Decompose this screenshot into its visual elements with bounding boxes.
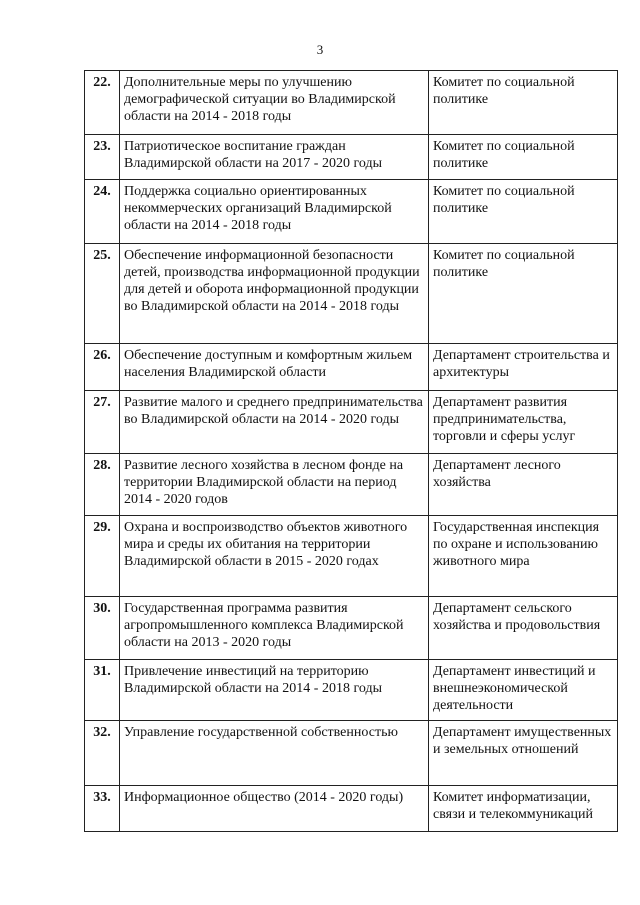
- program-name: Привлечение инвестиций на территорию Владимирской области на 2014 - 2018 годы: [120, 660, 429, 721]
- responsible-body: Департамент развития предпринимательства, торговли и сферы услуг: [429, 391, 618, 454]
- responsible-body: Департамент имущественных и земельных отношений: [429, 721, 618, 786]
- row-number: 33.: [85, 786, 120, 832]
- table-row: [85, 721, 618, 786]
- table-row: [85, 516, 618, 597]
- row-number: 23.: [85, 135, 120, 180]
- program-name: Государственная программа развития агропромышленного комплекса Владимирской области на 2013 - 2020 годы: [120, 597, 429, 660]
- page-number: 3: [316, 42, 324, 57]
- program-name: Развитие лесного хозяйства в лесном фонде на территории Владимирской области на период 2014 - 2020 годов: [120, 454, 429, 516]
- program-name: Охрана и воспроизводство объектов животного мира и среды их обитания на территории Владимирской области в 2015 - 2020 годах: [120, 516, 429, 597]
- row-number: 25.: [85, 244, 120, 344]
- row-number: 28.: [85, 454, 120, 516]
- table-row: [85, 391, 618, 454]
- program-name: Информационное общество (2014 - 2020 годы): [120, 786, 429, 832]
- programs-table: [84, 70, 618, 832]
- program-name: Дополнительные меры по улучшению демографической ситуации во Владимирской области на 2014 - 2018 годы: [120, 71, 429, 135]
- responsible-body: Департамент сельского хозяйства и продовольствия: [429, 597, 618, 660]
- program-name: Обеспечение информационной безопасности детей, производства информационной продукции для детей и оборота информационной продукции во Владимирской области на 2014 - 2018 годы: [120, 244, 429, 344]
- program-name: Управление государственной собственностью: [120, 721, 429, 786]
- responsible-body: Комитет по социальной политике: [429, 135, 618, 180]
- responsible-body: Комитет по социальной политике: [429, 71, 618, 135]
- table-row: [85, 71, 618, 135]
- row-number: 30.: [85, 597, 120, 660]
- table-row: [85, 454, 618, 516]
- row-number: 29.: [85, 516, 120, 597]
- row-number: 24.: [85, 180, 120, 244]
- responsible-body: Комитет по социальной политике: [429, 244, 618, 344]
- responsible-body: Департамент инвестиций и внешнеэкономической деятельности: [429, 660, 618, 721]
- table-row: [85, 344, 618, 391]
- table-row: [85, 244, 618, 344]
- program-name: Патриотическое воспитание граждан Владимирской области на 2017 - 2020 годы: [120, 135, 429, 180]
- row-number: 31.: [85, 660, 120, 721]
- row-number: 32.: [85, 721, 120, 786]
- table-row: [85, 786, 618, 832]
- row-number: 27.: [85, 391, 120, 454]
- row-number: 22.: [85, 71, 120, 135]
- responsible-body: Департамент строительства и архитектуры: [429, 344, 618, 391]
- table-row: [85, 135, 618, 180]
- program-name: Обеспечение доступным и комфортным жильем населения Владимирской области: [120, 344, 429, 391]
- responsible-body: Комитет по социальной политике: [429, 180, 618, 244]
- table-row: [85, 597, 618, 660]
- responsible-body: Комитет информатизации, связи и телекоммуникаций: [429, 786, 618, 832]
- table-row: [85, 660, 618, 721]
- program-name: Поддержка социально ориентированных некоммерческих организаций Владимирской области на 2014 - 2018 годы: [120, 180, 429, 244]
- row-number: 26.: [85, 344, 120, 391]
- table-row: [85, 180, 618, 244]
- responsible-body: Государственная инспекция по охране и использованию животного мира: [429, 516, 618, 597]
- program-name: Развитие малого и среднего предпринимательства во Владимирской области на 2014 - 2020 годы: [120, 391, 429, 454]
- responsible-body: Департамент лесного хозяйства: [429, 454, 618, 516]
